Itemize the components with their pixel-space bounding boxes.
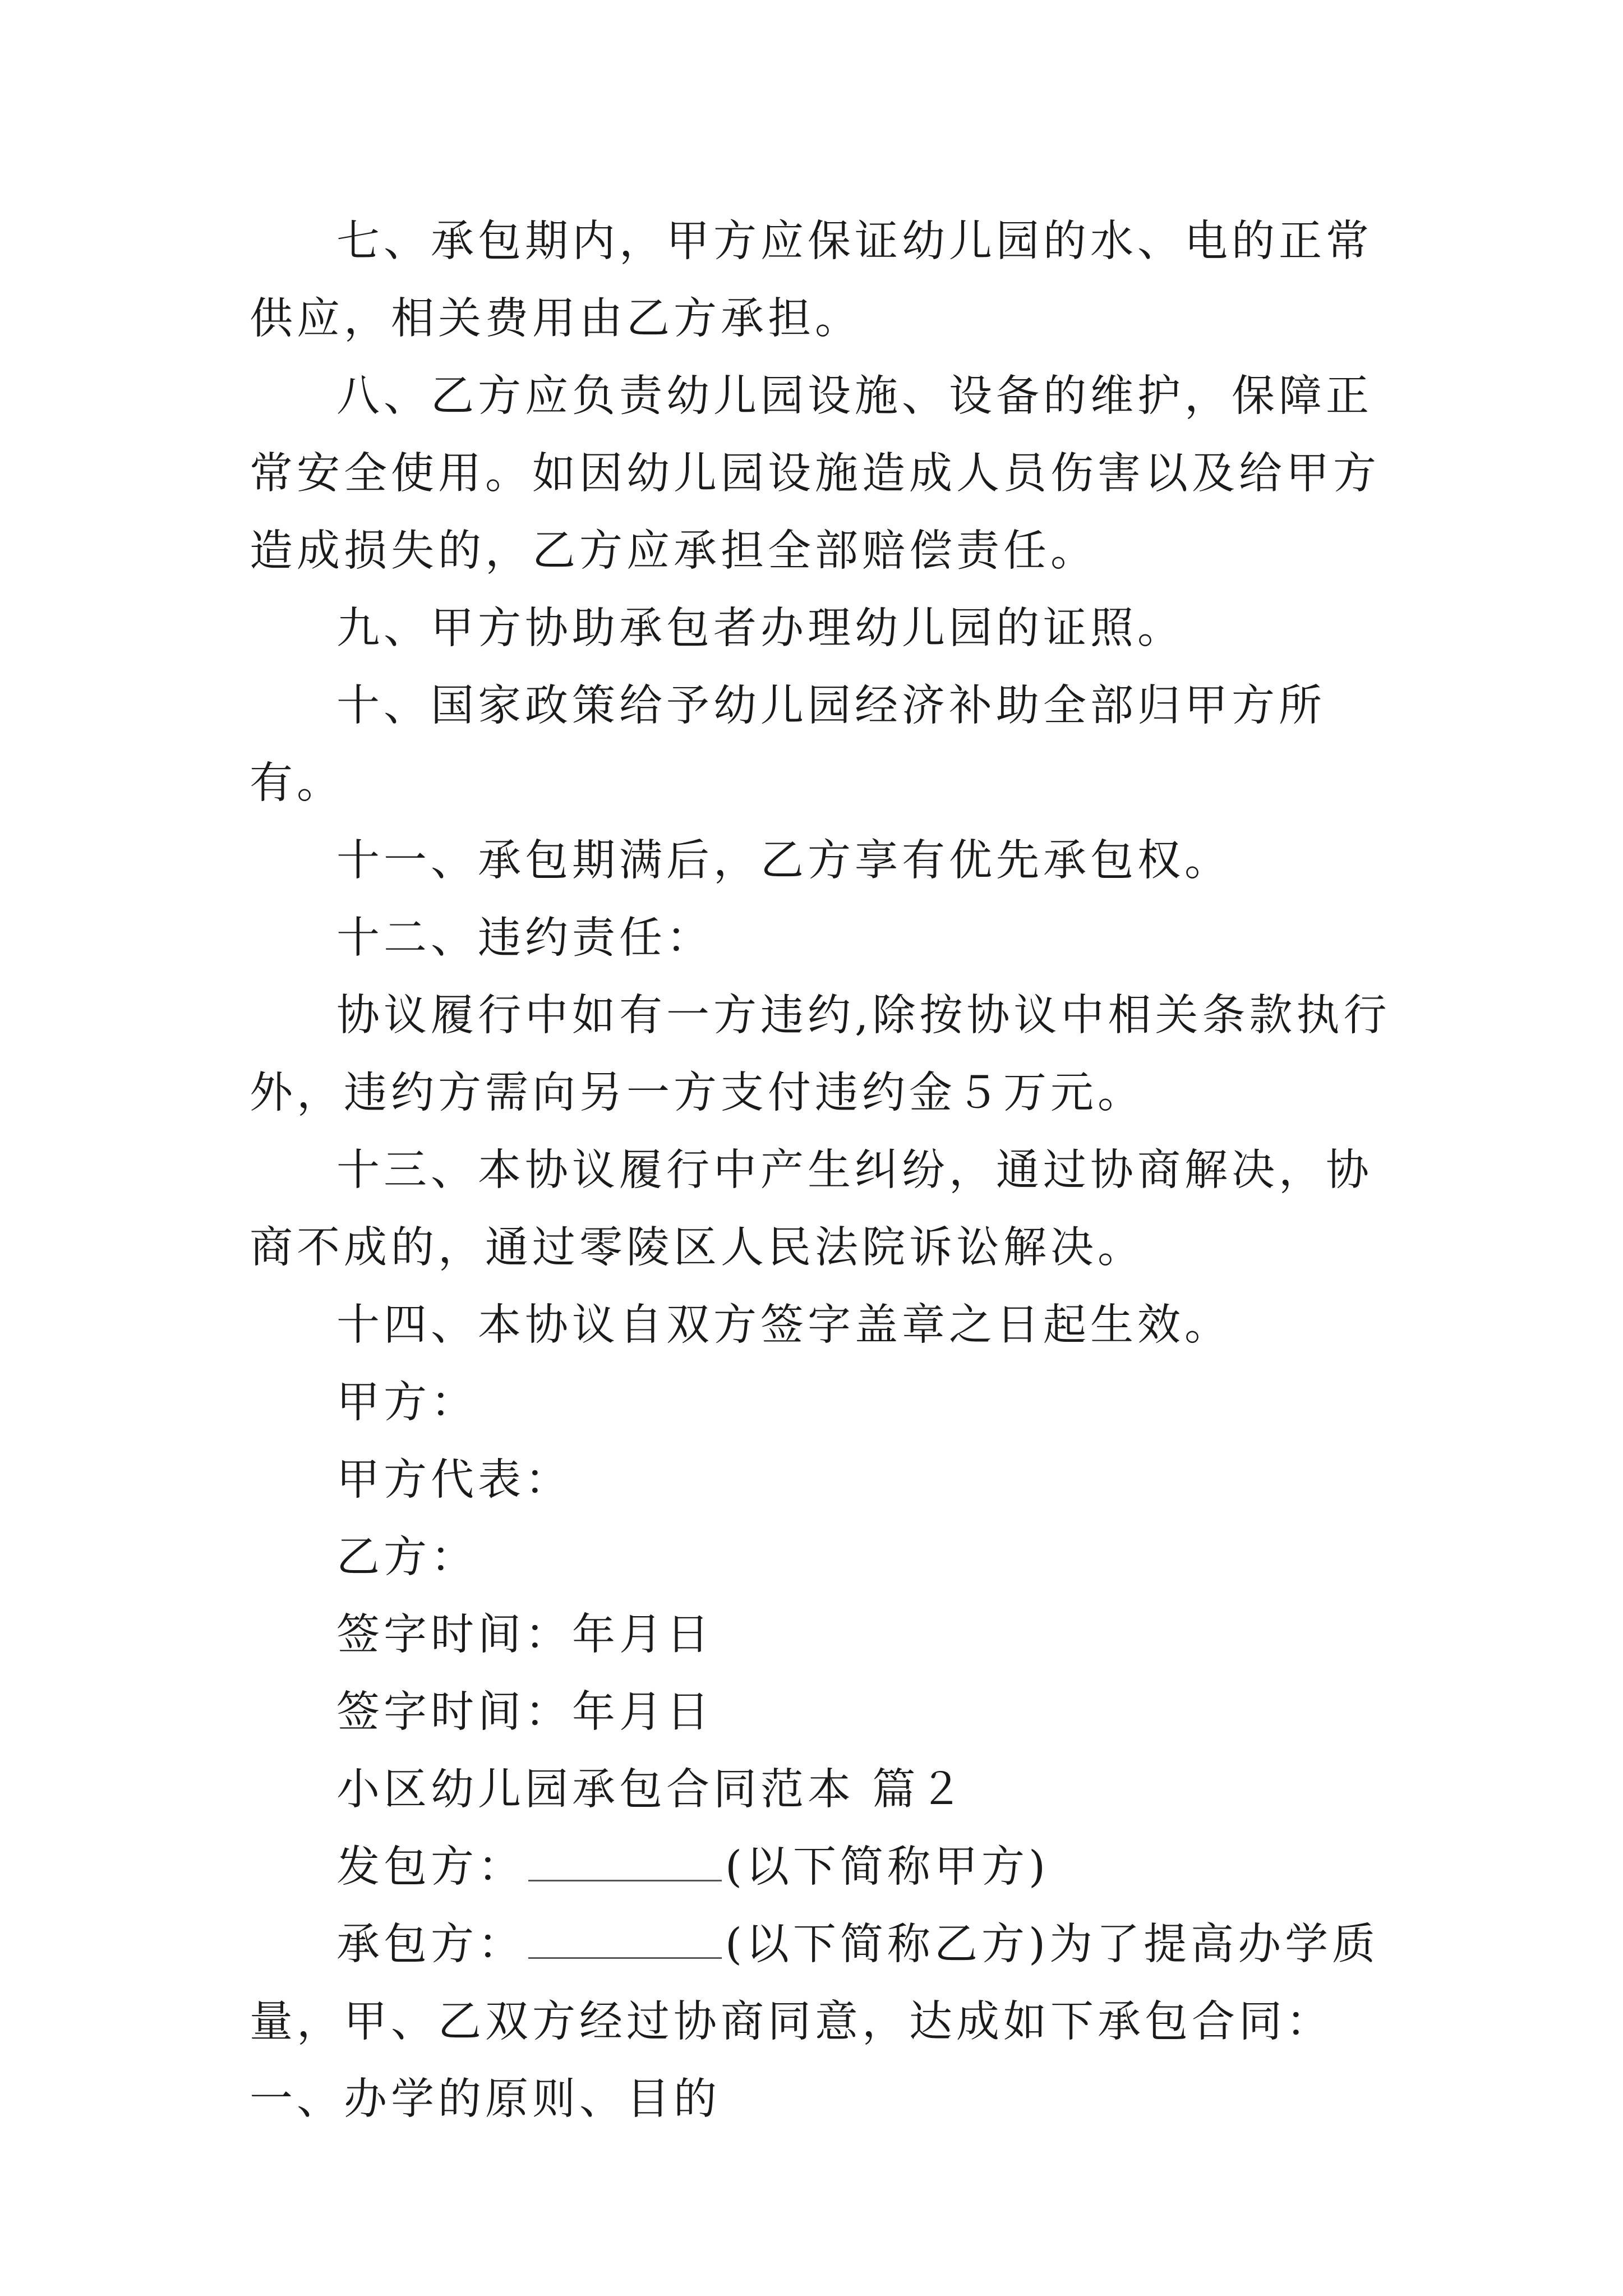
contractee-label: 承包方： [336, 1920, 525, 1970]
clause-12-heading: 十二、违约责任： [336, 913, 713, 963]
clause-11: 十一、承包期满后，乙方享有优先承包权。 [336, 836, 1232, 886]
section-title: 小区幼儿园承包合同范本 篇２ [336, 1765, 967, 1815]
party-b-label: 乙方： [336, 1533, 478, 1582]
clause-9: 九、甲方协助承包者办理幼儿园的证照。 [336, 604, 1184, 654]
contractor-suffix: (以下简称甲方) [725, 1842, 1050, 1892]
contractee-blank [528, 1924, 722, 1959]
sign-time-2: 签字时间：年月日 [336, 1687, 713, 1737]
clause-7: 七、承包期内，甲方应保证幼儿园的水、电的正常供应，相关费用由乙方承担。 [250, 217, 1373, 344]
contractor-label: 发包方： [336, 1842, 525, 1892]
clause-13: 十三、本协议履行中产生纠纷，通过协商解决，协商不成的，通过零陵区人民法院诉讼解决。 [250, 1145, 1373, 1273]
clause-12-body: 协议履行中如有一方违约,除按协议中相关条款执行外，违约方需向另一方支付违约金５万元。 [250, 991, 1391, 1118]
clause-10: 十、国家政策给予幼儿园经济补助全部归甲方所有。 [250, 681, 1326, 808]
clause-8: 八、乙方应负责幼儿园设施、设备的维护，保障正常安全使用。如因幼儿园设施造成人员伤害以及给甲方造成损失的，乙方应承担全部赔偿责任。 [250, 371, 1380, 576]
clause-14: 十四、本协议自双方签字盖章之日起生效。 [336, 1300, 1232, 1350]
contractee-line [250, 1906, 1394, 2138]
contractor-line [250, 1829, 1394, 1906]
sign-time-1: 签字时间：年月日 [336, 1610, 713, 1660]
contractor-blank [528, 1846, 722, 1881]
party-a-label: 甲方： [336, 1378, 478, 1428]
party-a-rep-label: 甲方代表： [336, 1455, 572, 1505]
document-body [250, 203, 1394, 2138]
contractee-suffix: (以下简称乙方)为了提高办学质量，甲、乙双方经过协商同意，达成如下承包合同：一、办学的原则、目的 [250, 1920, 1380, 2124]
